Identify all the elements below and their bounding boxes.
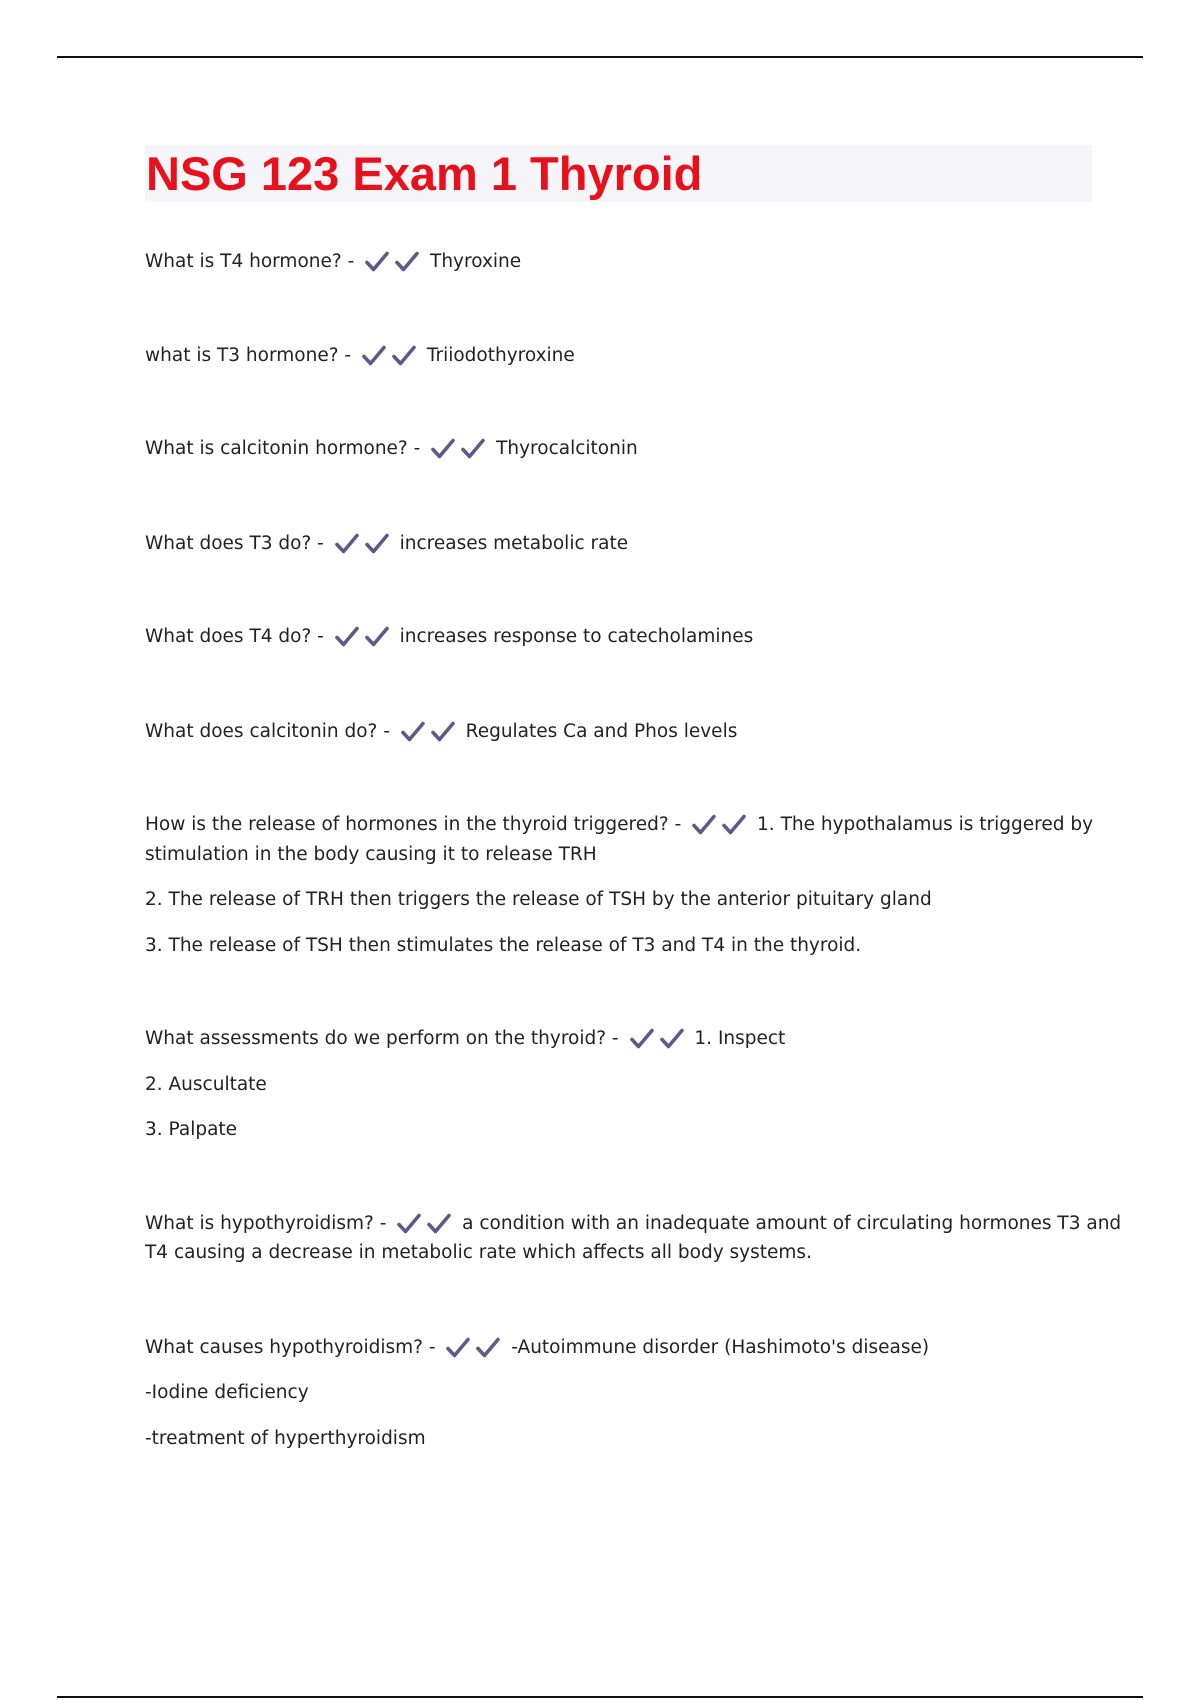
answer-wrap-line: stimulation in the body causing it to release TRH (145, 844, 597, 865)
qa-line (145, 247, 1095, 276)
qa-line (145, 717, 1095, 746)
answer-text: Thyroxine (430, 251, 522, 272)
qa-line (145, 1333, 1095, 1362)
continuation-line: 2. The release of TRH then triggers the release of TSH by the anterior pituitary gland (145, 889, 932, 910)
bottom-rule (57, 1696, 1143, 1698)
continuation-line: 2. Auscultate (145, 1074, 267, 1095)
answer-text: increases metabolic rate (399, 533, 629, 554)
double-check-icon (396, 1211, 452, 1237)
question-text: What does T4 do? - (145, 626, 324, 647)
qa-line (145, 1209, 1122, 1238)
answer-text: -Autoimmune disorder (Hashimoto's disease) (511, 1337, 930, 1358)
double-check-icon (334, 624, 390, 650)
answer-text: Triiodothyroxine (426, 345, 575, 366)
question-text: what is T3 hormone? - (145, 345, 352, 366)
continuation-line: -treatment of hyperthyroidism (145, 1428, 426, 1449)
double-check-icon (629, 1026, 685, 1052)
qa-line (145, 529, 1095, 558)
double-check-icon (445, 1335, 501, 1361)
qa-line (145, 341, 1095, 370)
qa-line (145, 1024, 1095, 1053)
continuation-line: 3. The release of TSH then stimulates the release of T3 and T4 in the thyroid. (145, 935, 862, 956)
answer-text: a condition with an inadequate amount of circulating hormones T3 and (462, 1213, 1122, 1234)
qa-line (145, 434, 1095, 463)
double-check-icon (334, 531, 390, 557)
answer-text: 1. Inspect (694, 1028, 786, 1049)
question-text: What is calcitonin hormone? - (145, 438, 421, 459)
answer-text: increases response to catecholamines (399, 626, 754, 647)
double-check-icon (400, 719, 456, 745)
continuation-line: -Iodine deficiency (145, 1382, 309, 1403)
question-text: What assessments do we perform on the thyroid? - (145, 1028, 619, 1049)
double-check-icon (364, 249, 420, 275)
question-text: What does calcitonin do? - (145, 721, 390, 742)
qa-line (145, 810, 1095, 839)
answer-text: Thyrocalcitonin (496, 438, 638, 459)
answer-text: Regulates Ca and Phos levels (465, 721, 738, 742)
double-check-icon (361, 343, 417, 369)
answer-wrap-line: T4 causing a decrease in metabolic rate which affects all body systems. (145, 1242, 812, 1263)
question-text: How is the release of hormones in the thyroid triggered? - (145, 814, 682, 835)
question-text: What causes hypothyroidism? - (145, 1337, 436, 1358)
qa-line (145, 622, 1095, 651)
double-check-icon (430, 436, 486, 462)
question-text: What does T3 do? - (145, 533, 324, 554)
continuation-line: 3. Palpate (145, 1119, 238, 1140)
page-title: NSG 123 Exam 1 Thyroid (146, 147, 703, 200)
question-text: What is hypothyroidism? - (145, 1213, 387, 1234)
top-rule (57, 56, 1143, 58)
answer-text: 1. The hypothalamus is triggered by (757, 814, 1094, 835)
double-check-icon (691, 812, 747, 838)
question-text: What is T4 hormone? - (145, 251, 355, 272)
